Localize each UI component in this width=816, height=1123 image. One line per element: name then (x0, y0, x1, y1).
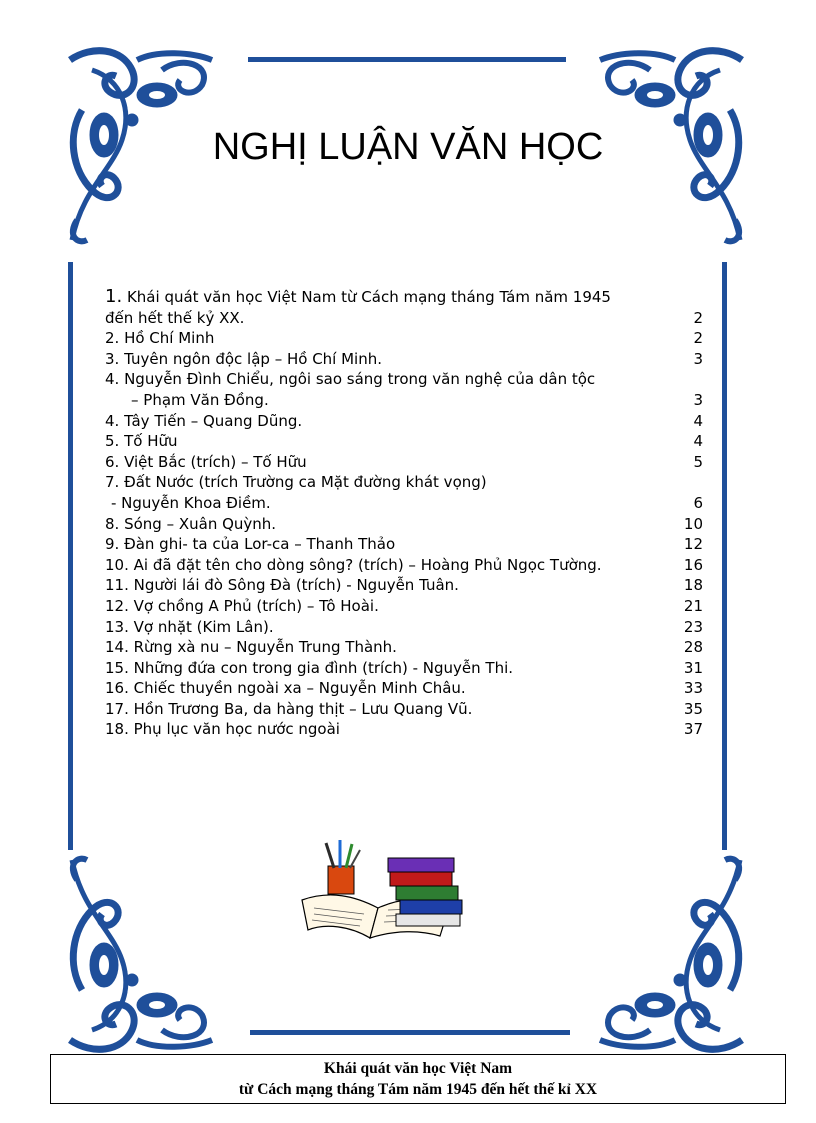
toc-page-number: 28 (683, 638, 703, 657)
toc-entry: 9. Đàn ghi- ta của Lor-ca – Thanh Thảo 12 (105, 535, 703, 554)
toc-page-number: 4 (693, 432, 703, 451)
books-illustration-icon (300, 838, 470, 948)
table-of-contents (105, 287, 703, 740)
toc-entry: 11. Người lái đò Sông Đà (trích) - Nguyễn Tuân. 18 (105, 576, 703, 595)
corner-ornament-icon (570, 850, 750, 1060)
toc-page-number: 33 (683, 679, 703, 698)
toc-entry: 14. Rừng xà nu – Nguyễn Trung Thành. 28 (105, 638, 703, 657)
toc-entry: đến hết thế kỷ XX. 2 (105, 308, 703, 327)
toc-page-number: 37 (683, 720, 703, 739)
toc-entry: 8. Sóng – Xuân Quỳnh. 10 (105, 514, 703, 533)
toc-entry: 10. Ai đã đặt tên cho dòng sông? (trích) – Hoàng Phủ Ngọc Tường. 16 (105, 555, 703, 574)
toc-page-number: 10 (683, 514, 703, 533)
toc-entry: 17. Hồn Trương Ba, da hàng thịt – Lưu Quang Vũ. 35 (105, 699, 703, 718)
toc-page-number: 23 (683, 617, 703, 636)
footer-caption (50, 1054, 786, 1104)
page-title: NGHỊ LUẬN VĂN HỌC (212, 126, 604, 168)
toc-entry: 16. Chiếc thuyền ngoài xa – Nguyễn Minh Châu. 33 (105, 679, 703, 698)
frame-line-bottom (250, 1030, 570, 1035)
toc-entry: 6. Việt Bắc (trích) – Tố Hữu 5 (105, 452, 703, 471)
toc-page-number: 6 (693, 493, 703, 512)
toc-page-number: 16 (683, 555, 703, 574)
toc-entry: 13. Vợ nhặt (Kim Lân). 23 (105, 617, 703, 636)
toc-page-number: 2 (693, 329, 703, 348)
toc-entry: - Nguyễn Khoa Điềm. 6 (111, 493, 703, 512)
toc-page-number: 3 (693, 390, 703, 409)
toc-entry: 2. Hồ Chí Minh 2 (105, 329, 703, 348)
frame-line-top (248, 57, 566, 62)
toc-page-number: 2 (693, 308, 703, 327)
toc-page-number: 35 (683, 699, 703, 718)
toc-page-number: 5 (693, 452, 703, 471)
toc-entry: – Phạm Văn Đồng. 3 (131, 390, 703, 409)
corner-ornament-icon (62, 850, 242, 1060)
footer-line-1: Khái quát văn học Việt Nam (323, 1060, 513, 1077)
toc-page-number: 4 (693, 411, 703, 430)
toc-entry: 7. Đất Nước (trích Trường ca Mặt đường khát vọng) (105, 473, 487, 492)
frame-line-right (722, 262, 727, 850)
footer-line-2: từ Cách mạng tháng Tám năm 1945 đến hết thế kỉ XX (238, 1081, 598, 1098)
toc-entry: 4. Tây Tiến – Quang Dũng. 4 (105, 411, 703, 430)
toc-entry: 12. Vợ chồng A Phủ (trích) – Tô Hoài. 21 (105, 596, 703, 615)
toc-entry: 4. Nguyễn Đình Chiểu, ngôi sao sáng trong văn nghệ của dân tộc (105, 370, 596, 389)
toc-entry: 1. Khái quát văn học Việt Nam từ Cách mạng tháng Tám năm 1945 (105, 286, 611, 307)
toc-page-number: 18 (683, 576, 703, 595)
toc-page-number: 21 (683, 596, 703, 615)
toc-page-number: 12 (683, 535, 703, 554)
frame-line-left (68, 262, 73, 850)
toc-entry: 15. Những đứa con trong gia đình (trích) - Nguyễn Thi. 31 (105, 658, 703, 677)
toc-entry: 18. Phụ lục văn học nước ngoài 37 (105, 720, 703, 739)
toc-page-number: 3 (693, 349, 703, 368)
toc-entry: 3. Tuyên ngôn độc lập – Hồ Chí Minh. 3 (105, 349, 703, 368)
toc-page-number: 31 (683, 658, 703, 677)
toc-entry: 5. Tố Hữu 4 (105, 432, 703, 451)
